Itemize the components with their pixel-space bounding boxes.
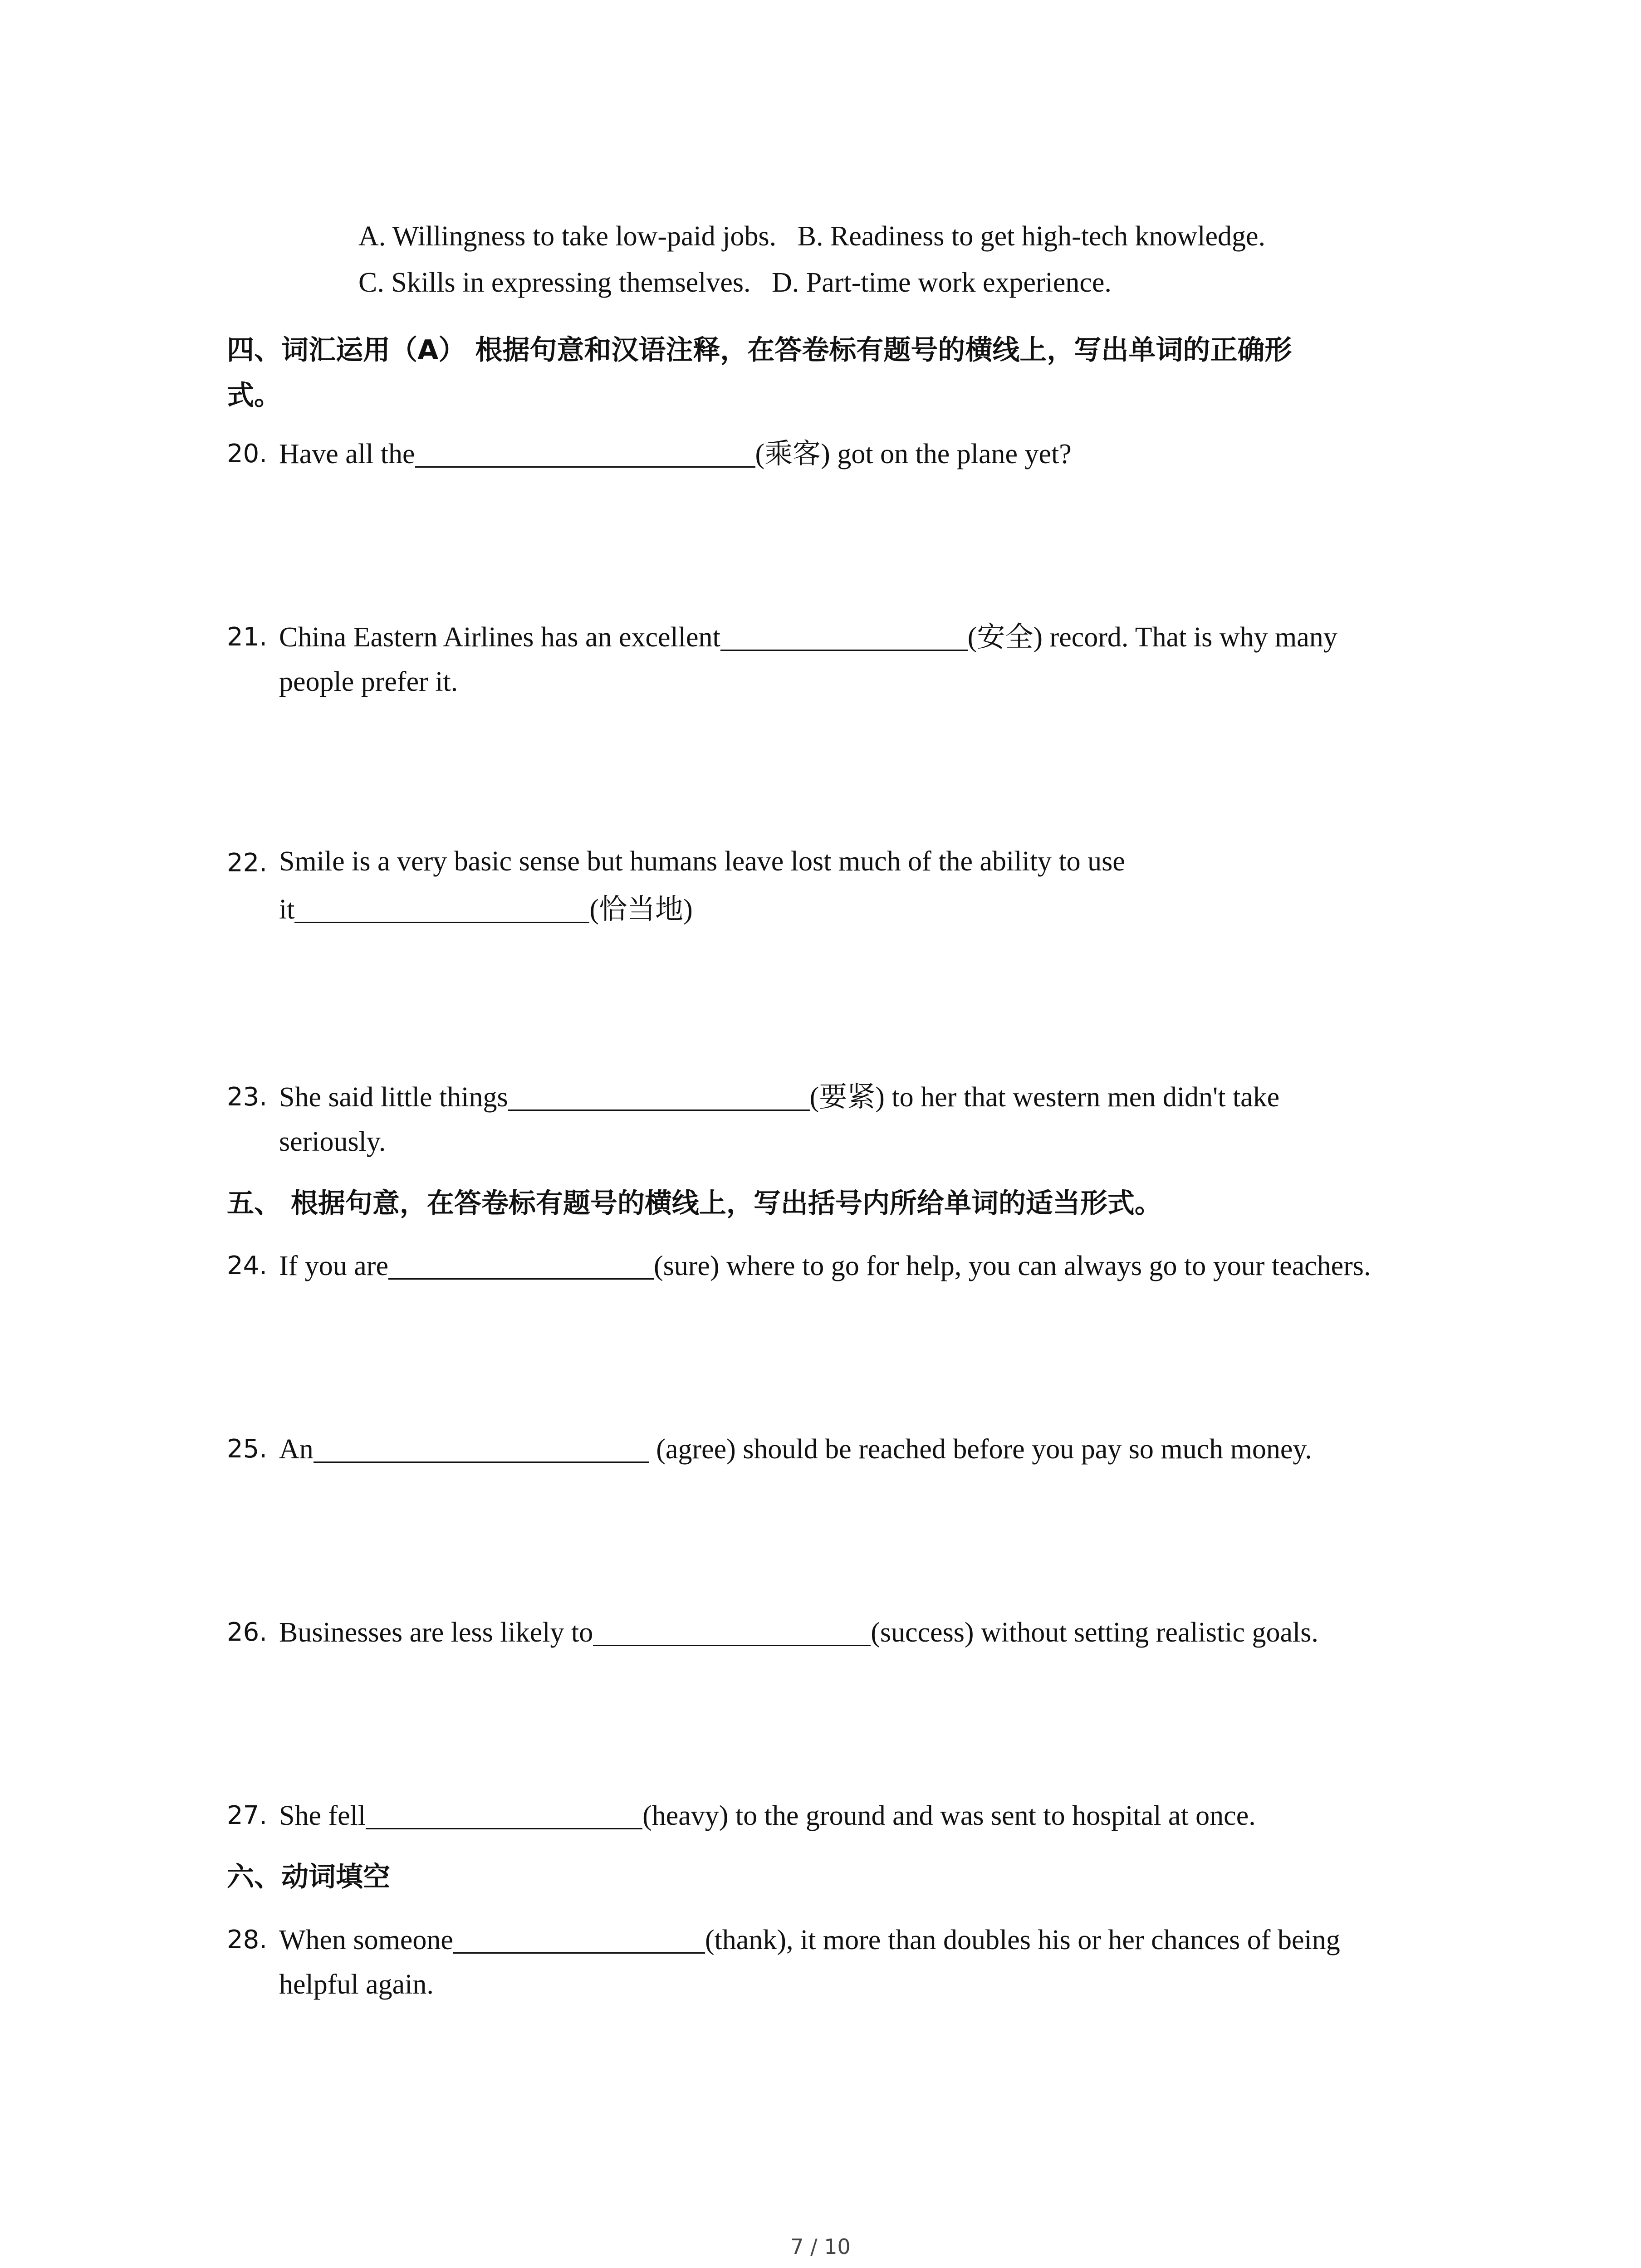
option-b: B. Readiness to get high-tech knowledge. bbox=[797, 221, 1265, 252]
question-text: (要紧) to her that western men didn't take bbox=[809, 1082, 1280, 1113]
question-25 bbox=[279, 1433, 1312, 1463]
question-28-cont: helpful again. bbox=[279, 1969, 434, 2000]
answer-blank-26[interactable] bbox=[593, 1617, 871, 1646]
question-text: it bbox=[279, 894, 295, 925]
section-5-heading: 五、 根据句意，在答卷标有题号的横线上，写出括号内所给单词的适当形式。 bbox=[227, 1188, 1162, 1219]
question-number: 22. bbox=[227, 848, 268, 878]
answer-blank-27[interactable] bbox=[366, 1800, 642, 1829]
question-number: 21. bbox=[227, 622, 268, 652]
answer-blank-23[interactable] bbox=[508, 1081, 810, 1111]
question-number: 20. bbox=[227, 439, 268, 469]
question-text: (heavy) to the ground and was sent to hospital at once. bbox=[642, 1800, 1256, 1831]
question-24 bbox=[279, 1250, 1371, 1280]
option-a: A. Willingness to take low-paid jobs. bbox=[358, 221, 777, 252]
question-26 bbox=[279, 1617, 1318, 1647]
question-text: (success) without setting realistic goals. bbox=[871, 1617, 1318, 1648]
question-text: (乘客) got on the plane yet? bbox=[755, 439, 1072, 469]
options-row-2 bbox=[358, 269, 1112, 297]
question-21 bbox=[279, 621, 1337, 651]
option-c: C. Skills in expressing themselves. bbox=[358, 267, 751, 298]
question-text: If you are bbox=[279, 1251, 388, 1281]
answer-blank-20[interactable] bbox=[415, 438, 755, 468]
question-text: (sure) where to go for help, you can always go to your teachers. bbox=[653, 1251, 1371, 1281]
question-28 bbox=[279, 1924, 1340, 1954]
options-row-1 bbox=[358, 222, 1265, 250]
question-text: (安全) record. That is why many bbox=[967, 622, 1337, 653]
section-4-heading-cont: 式。 bbox=[227, 380, 281, 411]
question-27 bbox=[279, 1800, 1256, 1830]
question-text: Have all the bbox=[279, 439, 415, 469]
question-text: (恰当地) bbox=[589, 894, 693, 925]
question-text: Businesses are less likely to bbox=[279, 1617, 593, 1648]
question-20 bbox=[279, 438, 1072, 468]
question-text: An bbox=[279, 1434, 314, 1465]
option-d: D. Part-time work experience. bbox=[772, 267, 1112, 298]
answer-blank-21[interactable] bbox=[720, 621, 968, 651]
question-number: 23. bbox=[227, 1082, 268, 1112]
question-23 bbox=[279, 1081, 1279, 1111]
question-number: 26. bbox=[227, 1618, 268, 1647]
question-23-cont: seriously. bbox=[279, 1126, 386, 1157]
section-6-heading: 六、动词填空 bbox=[227, 1861, 390, 1893]
answer-blank-28[interactable] bbox=[453, 1924, 705, 1954]
question-text: (agree) should be reached before you pay so much money. bbox=[649, 1434, 1312, 1465]
question-number: 24. bbox=[227, 1251, 268, 1281]
question-22-cont bbox=[279, 894, 693, 924]
question-text: She said little things bbox=[279, 1082, 508, 1113]
question-number: 28. bbox=[227, 1925, 268, 1955]
question-text: China Eastern Airlines has an excellent bbox=[279, 622, 720, 653]
answer-blank-24[interactable] bbox=[388, 1250, 654, 1280]
question-text: (thank), it more than doubles his or her chances of being bbox=[705, 1925, 1340, 1955]
answer-blank-22[interactable] bbox=[294, 894, 589, 923]
answer-blank-25[interactable] bbox=[314, 1433, 649, 1463]
question-22: Smile is a very basic sense but humans leave lost much of the ability to use bbox=[279, 846, 1125, 877]
question-text: She fell bbox=[279, 1800, 366, 1831]
page-number: 7 / 10 bbox=[790, 2234, 851, 2259]
question-number: 27. bbox=[227, 1801, 268, 1830]
section-4-heading: 四、词汇运用（A） 根据句意和汉语注释，在答卷标有题号的横线上，写出单词的正确形 bbox=[227, 334, 1292, 366]
question-21-cont: people prefer it. bbox=[279, 666, 458, 697]
question-text: When someone bbox=[279, 1925, 453, 1955]
question-number: 25. bbox=[227, 1434, 268, 1464]
